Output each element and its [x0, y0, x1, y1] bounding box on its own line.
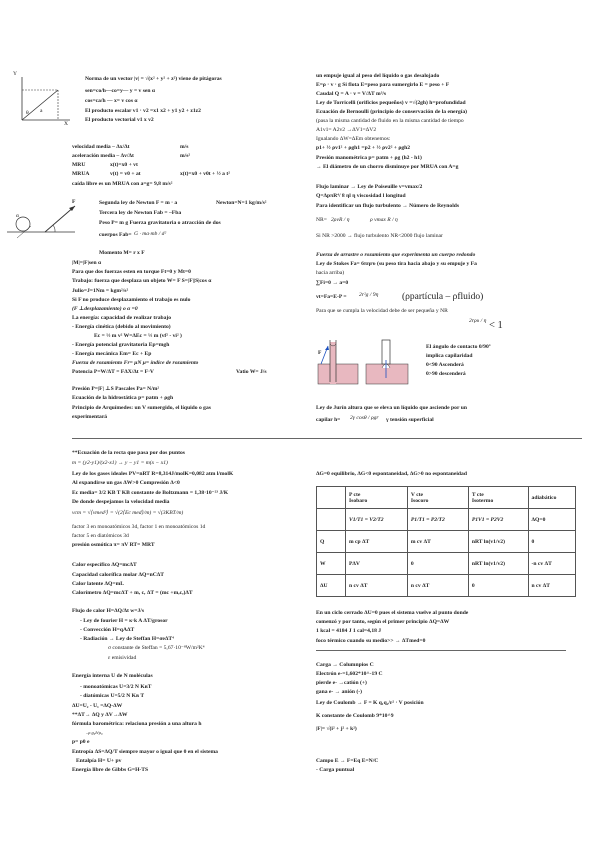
table-cell: P1/T1 = P2/T2	[407, 509, 468, 531]
section-divider	[72, 438, 582, 439]
flow-line-2: Q=ΔpπR⁴/ 8 ηl η viscosidad l longitud	[316, 193, 406, 199]
newton-weight: Peso P= m g Fuerza gravitatoria o atracción de dos	[99, 220, 221, 226]
cycle-line-2: comenzó y por tanto, según el primer principio ΔQ=ΔW	[316, 619, 450, 625]
thermo-line-20: ε emisividad	[108, 655, 137, 661]
thermo-line-9: factor 5 en diatómicos 3d	[72, 533, 129, 539]
kin-accel: aceleración media – Δv/Δt	[72, 153, 134, 159]
table-row	[317, 575, 576, 597]
work-line-1: |M|=|F|sen α	[72, 260, 102, 266]
charge-line-4: gana e- → anión (-)	[316, 689, 362, 695]
fluid-line-10: Presión manométrica p= patm + ρg (h2 - h1)	[316, 155, 422, 161]
thermo-line-21: Energía interna U de N moléculas	[72, 673, 153, 679]
thermo-line-14: Calorímetro ΔQ=mcΔT + m, c, ΔT = (mc +m,c,)ΔT	[72, 590, 193, 596]
table-cell: m cv ΔT	[407, 531, 468, 553]
thermo-line-24: ΔU=U₂ - U₁ =ΔQ-ΔW	[72, 703, 123, 709]
thermo-line-6: De donde despejamos la velocidad media	[72, 499, 170, 505]
reynolds-prefix: NR=	[316, 217, 327, 223]
table-cell: ΔU	[317, 575, 346, 597]
jurin-gamma: γ tensión superficial	[386, 417, 434, 423]
work-line-7: La energía: capacidad de realizar trabajo	[72, 315, 172, 321]
jurin-formula: 2γ cosθ / ρgr	[350, 415, 379, 421]
work-line-11: - Energía mecánica Em= Ec + Ep	[72, 351, 152, 357]
gibbs-intro: ΔG=0 equilibrio, ΔG<0 espontaneidad, ΔG>0 no espontaneidad	[316, 471, 467, 477]
thermo-line-28: p= p0 e	[72, 739, 90, 745]
table-row	[317, 553, 576, 575]
thermo-line-15: Flujo de calor H=ΔQ/Δt w=J/s	[72, 608, 145, 614]
charge-line-6: K constante de Coulomb 9*10^9	[316, 713, 394, 719]
charge-line-3: pierde e- →catión (+)	[316, 680, 367, 686]
capillary-line-1: El ángulo de contacto 0/90º	[426, 344, 491, 350]
fluid-line-7: A1v1= A2v2 →ΔV1=ΔV2	[316, 127, 377, 133]
vector-norm: Norma de un vector |v| = √(x² + y² + z²) viene de pitágoras	[85, 76, 222, 82]
thermo-line-23: - diatómicas U=5/2 N Kʙ T	[80, 693, 145, 699]
work-line-3: Trabajo: fuerza que desplaza un objeto W= F S=|F||S|cos α	[72, 278, 212, 284]
jurin-line: Ley de Jurín altura que se eleva un líquido que asciende por un	[316, 405, 467, 411]
cycle-divider	[316, 650, 566, 651]
table-cell: 0	[468, 575, 528, 597]
table-cell	[317, 509, 346, 531]
reynolds-formula-2: ρ vmax R / η	[370, 217, 398, 223]
table-row	[317, 509, 576, 531]
newton-moment: Momento M= r x F	[99, 250, 145, 256]
kin-velocity: velocidad media – Δx/Δt	[72, 144, 130, 150]
table-row	[317, 531, 576, 553]
work-line-5: Si F no produce desplazamiento el trabajo es nulo	[72, 297, 191, 303]
fluid-line-5: Ecuación de Bernoulli (principio de conservación de la energía)	[316, 109, 468, 115]
fluid-line-8: Igualando ΔW=ΔEm obtenemos:	[316, 136, 391, 142]
table-cell: W	[317, 553, 346, 575]
force-label-f: F	[72, 199, 76, 205]
flow-line-4: Si NR >2000 → flujo turbulento NR<2000 flujo laminar	[316, 233, 443, 239]
newton-third-law: Tercera ley de Newton Fab = –Fba	[99, 210, 182, 216]
thermo-line-27: –ρ g₀h/ρ₀	[86, 730, 103, 735]
cycle-line-3: 1 kcal = 4184 J 1 cal=4,18 J	[316, 628, 382, 634]
kin-mru-formula: x(t)=x0 + vt	[110, 162, 138, 168]
capillary-line-4: 0>90 descenderá	[426, 371, 466, 377]
table-cell: nRT ln(v1/v2)	[468, 553, 528, 575]
table-cell: P1V1 = P2V2	[468, 509, 528, 531]
table-cell: Q	[317, 531, 346, 553]
kin-mrua: MRUA	[72, 171, 90, 177]
charge-line-8: Campo E → F=Eq E=N/C	[316, 758, 379, 764]
pressure-line-1: Presión P=|F| ⊥S Pascales Pa= N/m²	[72, 386, 160, 392]
pressure-line-4: experimentará	[72, 414, 108, 420]
thermo-line-8: factor 3 en monoatómicos 3d, factor 1 en monoatómicos 1d	[72, 524, 206, 530]
stokes-line-6: Para que se cumpla la velocidad debe de ser pequeña y NR	[316, 308, 448, 314]
table-cell	[317, 487, 346, 509]
flow-line-3: Para identificar un flujo turbulento → Número de Reynolds	[316, 203, 460, 209]
table-cell: n cv ΔT	[407, 575, 468, 597]
thermo-line-22: - monoatómicas U=3/2 N KʙT	[80, 684, 152, 690]
thermo-line-12: Capacidad calorífica molar ΔQ=nCΔT	[72, 572, 164, 578]
fluid-line-1: un empuje igual al peso del líquido o gas desalojado	[316, 73, 440, 79]
thermo-line-30: Entalpía H= U+ pv	[76, 758, 122, 764]
vector-cos: cos=ca/h — x= v cos α	[85, 98, 138, 104]
stokes-nr-lt: < 1	[489, 320, 503, 331]
table-cell: V cte Isocoro	[407, 487, 468, 509]
table-cell: 0	[528, 531, 575, 553]
stokes-formula: 2r²g / 9η	[359, 292, 379, 298]
vector-dot-product: El producto escalar v1 · v2 =x1 x2 + y1 y2 + z1z2	[85, 108, 201, 114]
fluid-line-4: Ley de Torricelli (orificios pequeños) v =√(2gh) h=profundidad	[316, 100, 466, 106]
thermo-line-4: Al expandirse un gas ΔW>0 Compresión Δ<0	[72, 480, 180, 486]
work-line-8: - Energía cinética (debido al movimiento)	[72, 324, 171, 330]
charge-line-1: Carga → Columnpios C	[316, 662, 374, 668]
pressure-line-2: Ecuación de la hidrostática p= patm + ρgh	[72, 395, 174, 401]
table-cell: V1/T1 = V2/T2	[346, 509, 408, 531]
thermo-line-2: m = (y2-y1)/(x2-x1) → y − y1 = m(x − x1)	[72, 460, 168, 466]
newton-second-law: Segunda ley de Newton F = m · a	[99, 200, 178, 206]
thermo-line-18: - Radiación → Ley de Steffan H=σeΔT⁴	[80, 636, 174, 642]
charge-line-9: - Carga puntual	[316, 767, 355, 773]
vector-label-y: Y	[13, 71, 18, 77]
table-cell: P cte Isobaro	[346, 487, 408, 509]
thermo-line-29: Entropía ΔS=ΔQ/T siempre mayor o igual que 0 en el sistema	[72, 749, 218, 755]
thermo-line-16: - Ley de fourier H = κ·k A ΔT/grosor	[80, 618, 168, 624]
stokes-nr-formula: 2rρυ / η	[469, 318, 487, 324]
thermo-line-13: Calor latente ΔQ=mL	[72, 581, 124, 587]
vector-cross-product: El producto vectorial v1 x v2	[85, 117, 154, 123]
kin-accel-unit: m/s²	[180, 153, 191, 159]
work-line-12: Fuerza de rozamiento Fr= μN μ= índice de rozamiento	[72, 360, 199, 366]
force-label-alpha: α	[16, 213, 19, 219]
kin-velocity-unit: m/s	[180, 144, 189, 150]
newton-unit: Newton=N=1 kg/m/s²	[216, 200, 267, 206]
thermo-process-table	[316, 486, 576, 597]
fluid-line-11: → El diámetro de un chorro disminuye por MRUA con A=g	[316, 164, 459, 170]
capillary-diagram	[316, 338, 412, 386]
table-cell: 0	[407, 553, 468, 575]
work-line-9: Ec = ½ m v² W=ΔEc = ½ m (vf² - vi² )	[94, 333, 182, 339]
vector-label-x: X	[64, 121, 69, 127]
vector-diagram	[10, 72, 80, 132]
jurin-prefix: capilar h=	[316, 417, 341, 423]
stokes-line-5: vt=Fa=E-P =	[316, 294, 347, 300]
work-line-10: - Energía potencial gravitatoria Ep=mgh	[72, 342, 170, 348]
work-line-4: Julio=J=1Nm = kgm²/s²	[72, 288, 129, 294]
charge-line-5: Ley de Coulomb → F = K q₁q₂/r² · V posición	[316, 700, 424, 706]
thermo-line-19: σ constante de Steffan = 5,67·10⁻⁸W/m²K⁴	[108, 645, 205, 651]
newton-grav: cuerpos Fab=	[99, 232, 132, 238]
table-cell: n cv ΔT	[528, 575, 575, 597]
work-line-14: Vatio W= J/s	[236, 369, 267, 375]
thermo-line-10: presión osmótica π= πV RT= MRT	[72, 542, 155, 548]
newton-grav-formula: G · ma·mb / d²	[134, 231, 167, 237]
thermo-line-5: Ec media= 3/2 KB T KB constante de Boltzmann = 1,38·10⁻²³ J/K	[72, 490, 229, 496]
thermo-line-3: Ley de los gases ideales PV=nRT R=8,314J/molK=0,082 atm l/molK	[72, 471, 234, 477]
stokes-line-2: Ley de Stokes Fa= 6πηrυ (su peso tira hacia abajo y su empuje y Fa	[316, 261, 477, 267]
thermo-line-11: Calor específico ΔQ=mcΔT	[72, 562, 137, 568]
vector-label-theta: θ	[26, 110, 29, 116]
capillary-line-2: implica capilaridad	[426, 353, 473, 359]
work-line-2: Para que dos fuerzas esten en torque Ft=0 y Mt=0	[72, 269, 191, 275]
fluid-line-3: Caudal Q = A · v = V/ΔT m³/s	[316, 91, 387, 97]
table-cell: -n cv ΔT	[528, 553, 575, 575]
table-cell: nRT ln(v1/v2)	[468, 531, 528, 553]
kin-freefall: caída libre es un MRUA con a=g= 9,8 m/s²	[72, 181, 173, 187]
flow-line-1: Flujo laminar → Ley de Poiseuille v=vmax/2	[316, 184, 423, 190]
kin-mru: MRU	[72, 162, 86, 168]
fluid-line-6: (pasa la misma cantidad de fluido en la misma cantidad de tiempo	[316, 118, 464, 124]
table-cell: ΔQ=0	[528, 509, 575, 531]
charge-line-7: |F|= √(i² + j² + k²)	[316, 726, 357, 732]
pressure-line-3: Principio de Arquímedes: un V sumergido, el líquido o gas	[72, 405, 211, 411]
table-row	[317, 487, 576, 509]
stokes-line-4: ∑Fi=0 → a=0	[316, 280, 349, 286]
vector-label-a: a	[40, 108, 43, 114]
fluid-line-2: E=ρ · v · g Si flota E=peso para sumergirlo E = peso + F	[316, 82, 450, 88]
work-line-13: Potencia P=W/ΔT = FΔX/Δt = F·V	[72, 369, 154, 375]
reynolds-formula-1: 2ρvR / η	[331, 217, 350, 223]
thermo-line-31: Energía libre de Gibbs G=H-TS	[72, 767, 149, 773]
table-cell: adiabático	[528, 487, 575, 509]
fluid-line-9: p1+ ½ ρv1² + ρgh1 =p2 + ½ ρv2² + ρgh2	[316, 145, 411, 151]
thermo-line-7: vcm = √⟨vmed²⟩ = √(2⟨Ec med⟩/m) = √(3KBT/m)	[72, 510, 184, 516]
kin-mrua-x: x(t)=x0 + v0t + ½ a t²	[180, 171, 230, 177]
cycle-line-1: En un ciclo cerrado ΔU=0 pues el sistema vuelve al punto donde	[316, 610, 469, 616]
thermo-line-17: - Convección H=qAΔT	[80, 627, 135, 633]
cycle-line-4: foco térmico cuando su medio>> → ΔTmed=0	[316, 638, 426, 644]
table-cell: m cp ΔT	[346, 531, 408, 553]
thermo-line-1: **Ecuación de la recta que pasa por dos puntos	[72, 450, 185, 456]
charge-line-2: Electrón e-=1,602*10^-19 C	[316, 671, 383, 677]
stokes-line-3: hacia arriba)	[316, 270, 345, 276]
vector-sen: sen=co/h—co=y— y = v sen α	[85, 88, 156, 94]
table-cell: PΔV	[346, 553, 408, 575]
capillary-label-f: F	[318, 350, 322, 356]
work-line-6: (F ⊥desplazamiento) o α =0	[72, 306, 138, 312]
thermo-line-25: **ΔT→ ΔQ y ΔV→ΔW	[72, 712, 128, 718]
table-cell: T cte Isotermo	[468, 487, 528, 509]
kin-mrua-v: v(t) = v0 + at	[110, 171, 141, 177]
capillary-line-3: 0<90 Ascenderá	[426, 362, 464, 368]
stokes-density-diff: (ρpartícula – ρfluido)	[402, 292, 484, 302]
stokes-line-1: Fuerza de arrastre o rozamiento que experimenta un cuerpo redondo	[316, 252, 476, 258]
table-cell: n cv ΔT	[346, 575, 408, 597]
thermo-line-26: fórmula barométrica: relaciona presión a una altura h	[72, 721, 202, 727]
